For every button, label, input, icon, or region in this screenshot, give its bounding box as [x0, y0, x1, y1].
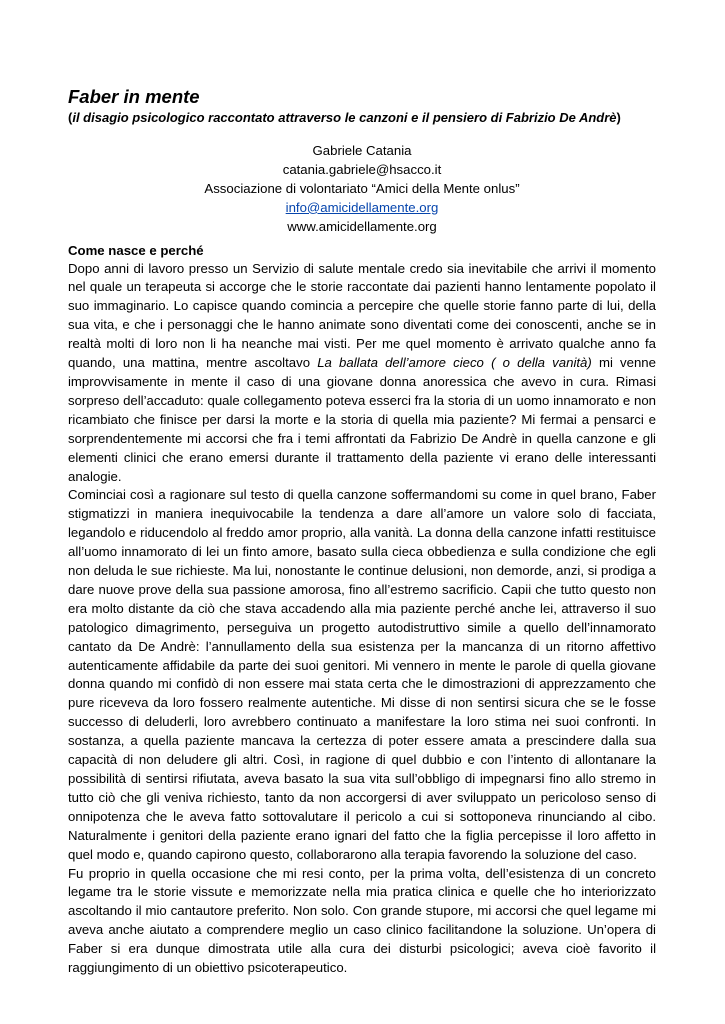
author-email: catania.gabriele@hsacco.it — [282, 161, 442, 177]
association-name: Associazione di volontariato “Amici della Mente onlus” — [204, 180, 520, 196]
section-heading: Come nasce e perché — [68, 242, 204, 258]
paragraph-3: Fu proprio in quella occasione che mi resi conto, per la prima volta, dell’esistenza di un concreto legame tra le storie vissute e memorizzate nella mia pratica clinica e quelle che ho interiorizzato ascoltando il mio cantautore preferito. Non solo. Con grande stupore, mi accorsi che quel legame mi aveva anche aiutato a comprendere meglio un caso clinico facilitandone la soluzione. Un’opera di Faber si era dunque dimostrata utile alla cura dei disturbi psicologici; aveva cioè favorito il raggiungimento di un obiettivo psicoterapeutico. — [68, 865, 656, 976]
song-title: La ballata dell’amore cieco ( o della vanità) — [317, 355, 592, 371]
document-subtitle — [68, 109, 656, 126]
paragraph-1-text-a: Dopo anni di lavoro presso un Servizio di salute mentale credo sia inevitabile che arrivi il momento nel quale un terapeuta si accorge che le storie raccontate dai pazienti hanno lentamente popolato il suo immaginario. Lo capisce quando comincia a percepire che quelle storie fanno parte di lui, della sua vita, e che i personaggi che le hanno animate sono diventati come dei conoscenti, anche se in realtà molti di loro non li ha neanche mai visti. Per me quel momento è arrivato qualche anno fa quando, una mattina, mentre ascoltavo — [68, 260, 656, 371]
paragraph-1-text-b: mi venne improvvisamente in mente il caso di una giovane donna anoressica che avevo in cura. Rimasi sorpreso dell’accaduto: quale collegamento poteva esserci fra la storia di un uomo innamorato e non ricambiato che finisce per darsi la morte e la storia di quella mia paziente? Mi fermai a pensarci e sorprendentemente mi accorsi che fra i temi affrontati da Fabrizio De Andrè in quella canzone e gli elementi clinici che erano emersi durante il trattamento della paziente vi erano delle interessanti analogie. — [68, 355, 656, 484]
author-block — [68, 142, 656, 237]
author-name: Gabriele Catania — [312, 143, 412, 158]
paragraph-1 — [68, 260, 656, 487]
subtitle-close-paren: ) — [616, 110, 621, 125]
document-page — [68, 86, 656, 978]
subtitle-text: il disagio psicologico raccontato attraverso le canzoni e il pensiero di Fabrizio De Andrè — [72, 110, 617, 125]
association-website: www.amicidellamente.org — [287, 218, 437, 234]
document-title: Faber in mente — [68, 86, 200, 107]
association-email-link[interactable]: info@amicidellamente.org — [285, 199, 439, 215]
subtitle-open-paren: ( — [68, 110, 73, 125]
paragraph-2: Cominciai così a ragionare sul testo di quella canzone soffermandomi su come in quel brano, Faber stigmatizzi in maniera inequivocabile la tendenza a dare all’amore un valore solo di facciata, legandolo e riducendolo al freddo amor proprio, alla vanità. La donna della canzone infatti restituisce all’uomo innamorato di lei un finto amore, basato sulla cieca obbedienza e sulla condizione che egli non deluda le sue richieste. Ma lui, nonostante le continue delusioni, non demorde, anzi, si prodiga a dare nuove prove della sua passione amorosa, fino all’estremo sacrificio. Capii che tutto questo non era molto distante da ciò che stava accadendo alla mia paziente perché anche lei, attraverso il suo patologico dimagrimento, perseguiva un progetto autodistruttivo simile a quello dell’innamorato cantato da De Andrè: l’annullamento della sua esistenza per la mancanza di un ritorno affettivo autenticamente affidabile da parte dei suoi genitori. Mi vennero in mente le parole di quella giovane donna quando mi confidò di non essere mai stata certa che le dimostrazioni di apprezzamento che pure riceveva da loro fossero realmente autentiche. Mi disse di non sentirsi sicura che se le fosse successo di deluderli, loro avrebbero continuato a manifestare la loro stima nei suoi confronti. In sostanza, a quella paziente mancava la certezza di poter essere amata a prescindere dalla sua capacità di non deludere gli altri. Così, in ragione di quel dubbio e con l’intento di allontanare la possibilità di sentirsi rifiutata, aveva basato la sua vita sull’obbligo di impegnarsi fino allo stremo in tutto ciò che gli veniva richiesto, tanto da non accorgersi di aver sviluppato un pericoloso senso di onnipotenza che le aveva fatto sottovalutare il pericolo a cui si sottoponeva rinunciando al cibo. Naturalmente i genitori della paziente erano ignari del fatto che la figlia percepisse il loro affetto in quel modo e, quando capirono questo, collaborarono alla terapia favorendo la soluzione del caso. — [68, 487, 656, 862]
